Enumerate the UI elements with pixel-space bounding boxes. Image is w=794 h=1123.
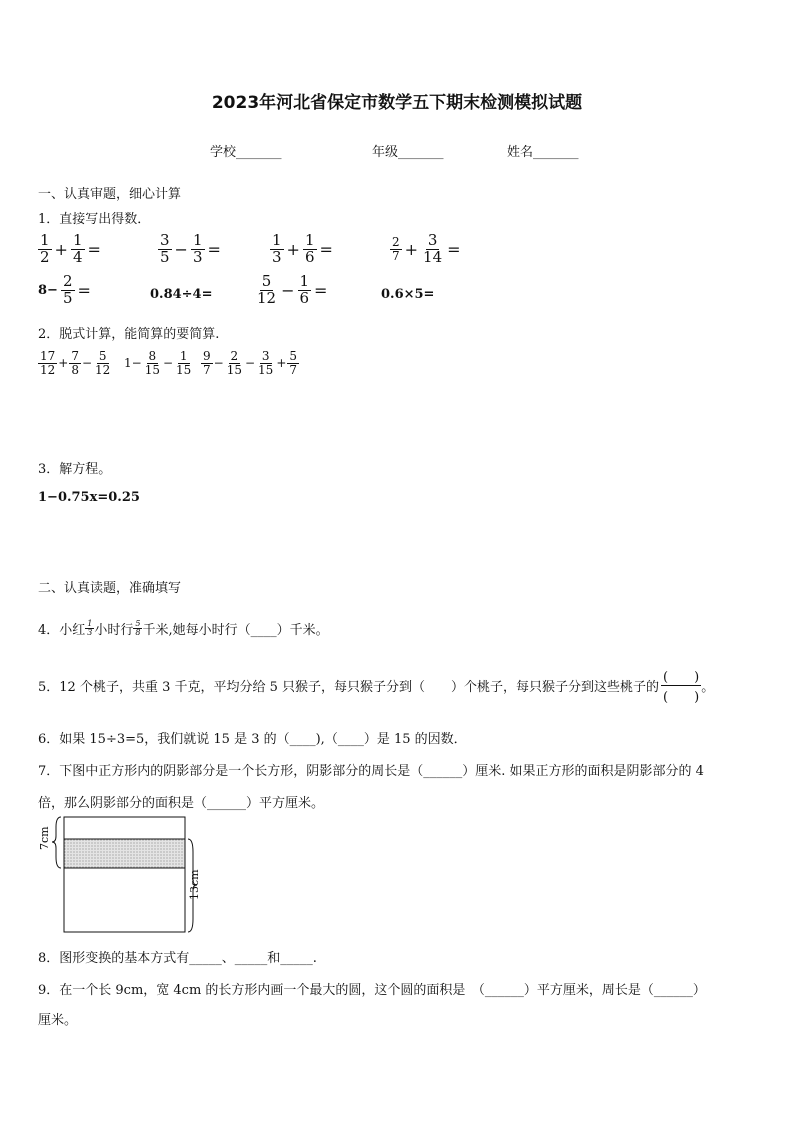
q1-expr-6: 0.84÷4= <box>150 287 213 302</box>
square-figure <box>34 812 214 936</box>
q2-expr-3: $\frac{9}{7}$ − $\frac{2}{15}$ − $\frac{3}{15}$ + $\frac{5}{7}$ <box>203 349 298 377</box>
question-6: 6．如果 15÷3=5，我们就说 15 是 3 的（____),（____）是 15 的因数． <box>38 732 467 747</box>
question-2-label: 2．脱式计算，能简算的要简算. <box>38 327 220 342</box>
q5-fraction-blank[interactable]: $\frac{( )}{( )}$ <box>661 666 701 705</box>
label-13cm: 13cm <box>188 869 201 900</box>
question-4: 4．小红 $\frac{1}{3}$ 小时行 $\frac{5}{8}$ 千米,她每小时行（____）千米。 <box>38 618 329 638</box>
question-3-label: 3．解方程。 <box>38 462 112 477</box>
q2-expr-1: $\frac{17}{12}$ + $\frac{7}{8}$ − $\frac{5}{12}$ <box>40 349 111 377</box>
q3-equation: 1−0.75x=0.25 <box>38 490 140 505</box>
question-5: 5．12 个桃子，共重 3 千克，平均分给 5 只猴子，每只猴子分到（ ）个桃子，每只猴子分到这些桃子的 $\frac{( )}{( )}$ 。 <box>38 666 714 705</box>
question-7-line2: 倍，那么阴影部分的面积是（______）平方厘米。 <box>38 796 325 811</box>
section-heading-1: 一、认真审题，细心计算 <box>38 187 182 202</box>
q1-expr-8: 0.6×5= <box>381 287 435 302</box>
section-heading-2: 二、认真读题，准确填写 <box>38 581 182 596</box>
name-field: 姓名_______ <box>507 145 579 160</box>
question-9-line2: 厘米。 <box>38 1013 78 1028</box>
school-field: 学校_______ <box>210 145 282 160</box>
label-7cm: 7cm <box>38 826 51 850</box>
question-8: 8．图形变换的基本方式有_____、_____和_____. <box>38 951 317 966</box>
left-brace <box>52 817 61 868</box>
q1-expr-7: $\frac{5}{12}$ − $\frac{1}{6}$ = <box>257 272 328 307</box>
outer-square <box>64 817 185 932</box>
q2-expr-2: 1− $\frac{8}{15}$ − $\frac{1}{15}$ <box>124 349 192 377</box>
question-7-line1: 7．下图中正方形内的阴影部分是一个长方形，阴影部分的周长是（______）厘米. 如果正方形的面积是阴影部分的 4 <box>38 764 704 779</box>
q1-expr-3: $\frac{1}{3}$ + $\frac{1}{6}$ = <box>272 231 333 266</box>
q1-expr-4: $\frac{2}{7}$ + $\frac{3}{14}$ = <box>392 231 461 266</box>
grade-field: 年级_______ <box>372 145 444 160</box>
q1-expr-5: 8− $\frac{2}{5}$ = <box>38 272 91 307</box>
question-1-label: 1．直接写出得数． <box>38 212 151 227</box>
page-title: 2023年河北省保定市数学五下期末检测模拟试题 <box>211 93 583 113</box>
q1-expr-1: $\frac{1}{2}$ + $\frac{1}{4}$ = <box>40 231 101 266</box>
shaded-rectangle <box>64 839 185 868</box>
q1-expr-2: $\frac{3}{5}$ − $\frac{1}{3}$ = <box>160 231 221 266</box>
question-9-line1: 9．在一个长 9cm，宽 4cm 的长方形内画一个最大的圆，这个圆的面积是 （______）平方厘米，周长是（______） <box>38 983 706 998</box>
